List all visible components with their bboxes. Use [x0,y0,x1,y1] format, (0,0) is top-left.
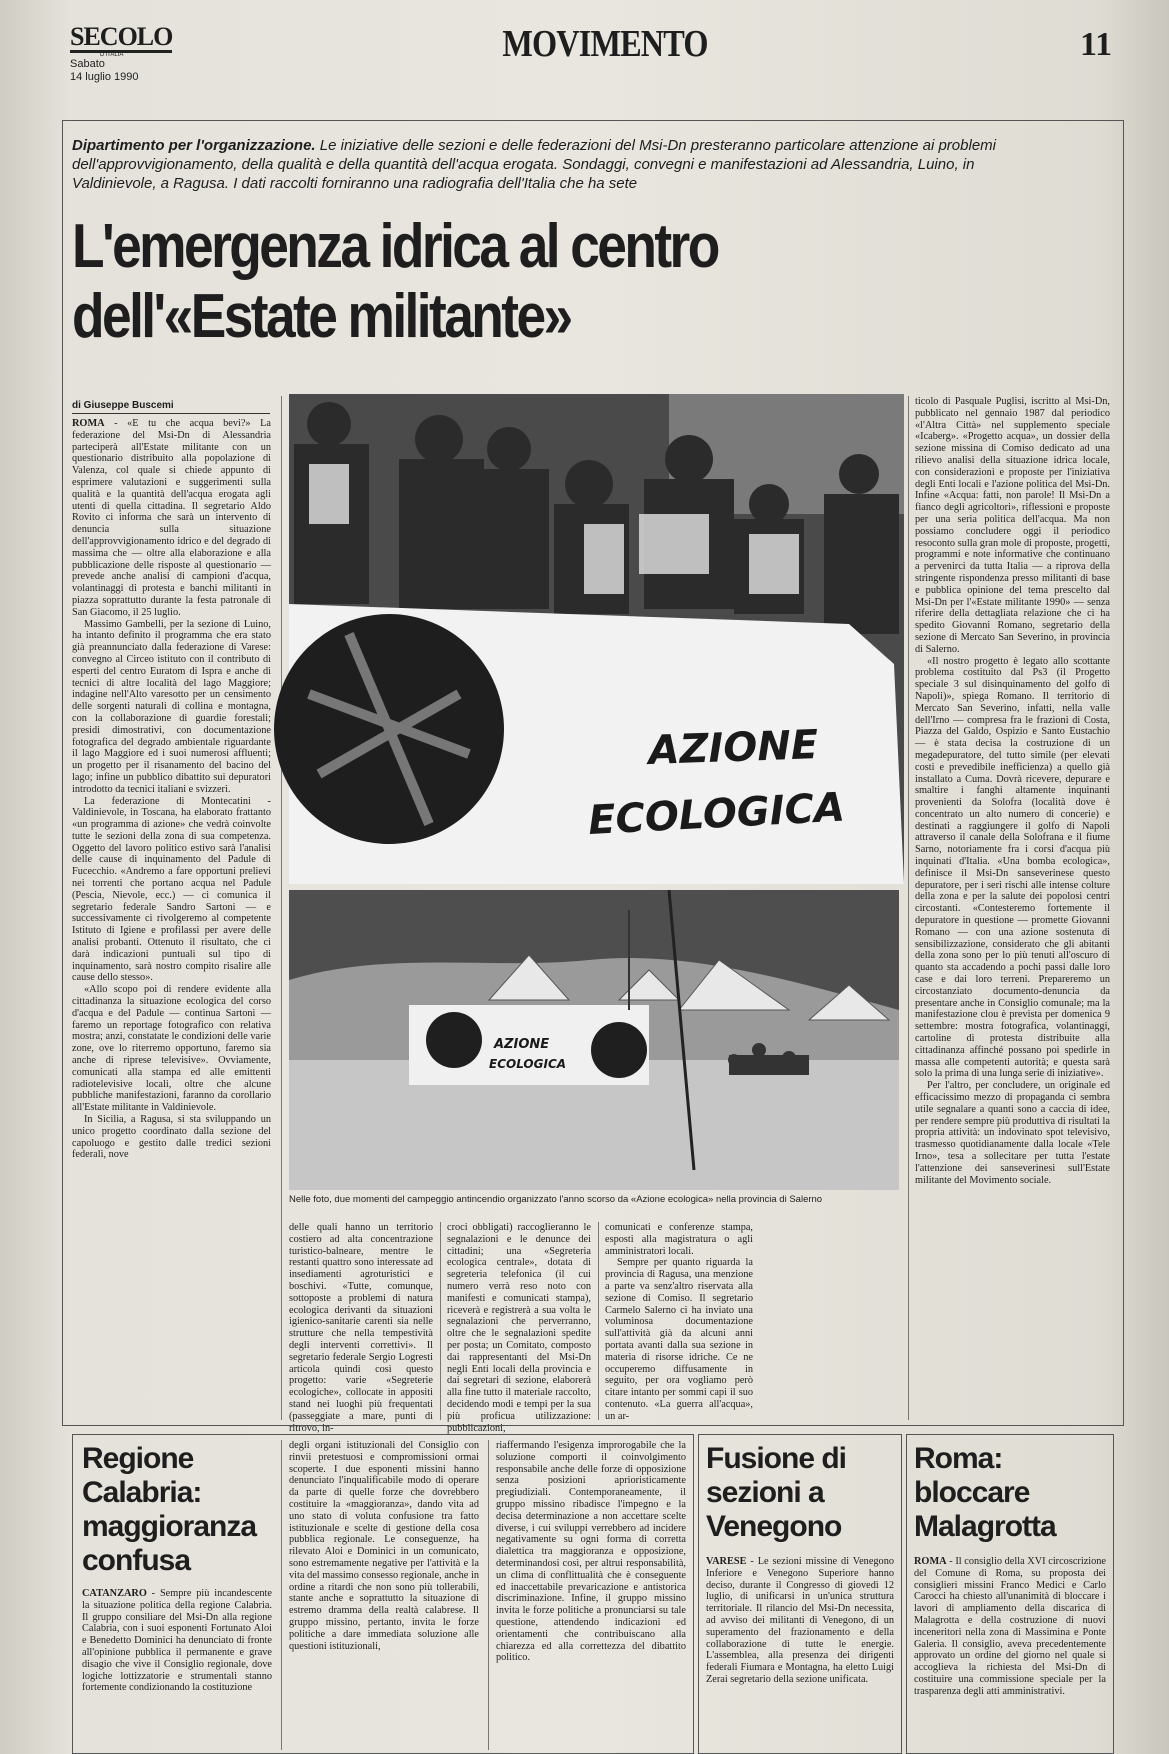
kicker-lead: Dipartimento per l'organizzazione. [72,137,316,154]
photo-group-with-banner [289,394,904,884]
article-paragraph: ticolo di Pasquale Puglisi, iscritto al Msi-Dn, pubblicato nel gennaio 1987 dal periodico «l'Altra Città» nel supplemento speciale «Icaberg». «Progetto acqua», un dossier della sezione missina di Comiso dedicato ad una rilievo analisi della situazione idrica locale, con considerazioni e proposte per l'iniziativa degli Enti locali e l'azione politica del Msi-Dn. Infine «Acqua: fatti, non parole! Il Msi-Dn a fianco degli agricoltori», riflessioni e proposte per una seria politica dell'acqua. Ma non possiamo concludere oggi il periodico resoconto sulla gran mole di proposte, progetti, programmi e note informative che continuano a pervenirci da tutta Italia — a riprova della stringente rispondenza presso militanti di base e pubblica opinione del tema prescelto dal Msi-Dn per l'«Estate militante 1990» — senza riferire della dettagliata relazione che ci ha spedito Giovanni Romano, segretario della sezione di Mercato San Severino, in provincia di Salerno. [915,396,1110,655]
photo-1-image [289,394,904,884]
article-paragraph [72,418,271,619]
photo-caption: Nelle foto, due momenti del campeggio antincendio organizzato l'anno scorso da «Azione ecologica» nella provincia di Salerno [289,1194,823,1205]
newspaper-logo: SECOLO [70,22,173,51]
dateline: ROMA [72,418,105,429]
column-rule [281,396,282,1420]
paragraph-text: - Le sezioni missine di Venegono Inferiore e Venegono Superiore hanno deciso, durante il Congresso di giovedì 12 luglio, di unificarsi in un'unica struttura territoriale. Il rilancio del Msi-Dn necessita, ad avviso dei militanti di Venegono, di un superamento del frazionamento e della collaborazione di tutte le energie. L'assemblea, alla presenza dei dirigenti federali Fiumara e Montagna, ha eletto Luigi Zerai segretario della sezione unificata. [706,1556,894,1685]
paragraph-text: - Il consiglio della XVI circoscrizione del Comune di Roma, su proposta dei consiglieri missini Franco Medici e Carlo Carocci ha chiesto all'unanimità di bloccare i lavori di ampliamento della discarica di Malagrotta e della costruzione di nuovi inceneritori nella zona di Massimina e Ponte Galeria. Il consiglio, aveva precedentemente approvato un ordine del giorno nel quale si accoglieva la richiesta del Msi-Dn di costituire una commissione speciale per la trasparenza degli atti amministrativi. [914,1556,1106,1697]
article-paragraph: Massimo Gambelli, per la sezione di Luino, ha intanto definito il programma che era stato già preannunciato dalla federazione di Varese: convegno al Circeo istituto con il contributo di esperti del centro Euratom di Ispra e anche di tecnici di altre località del lago Maggiore; indagine nell'Alto varesotto per un censimento delle sorgenti naturali di collina e montagna, con la collaborazione di guardie forestali; presidi dimostrativi, con documentazione fotografica del degrado ambientale riguardante il lago Maggiore ed i suoi numerosi affluenti; un progetto per il risanamento del bacino del lago; infine un pubblico dibattito sui depuratori introdotto da tecnici italiani e svizzeri. [72,618,271,795]
article-paragraph [82,1588,272,1694]
article-paragraph: comunicati e conferenze stampa, esposti alla magistratura o agli amministratori locali. [605,1222,753,1257]
article-paragraph: La federazione di Montecatini - Valdinievole, in Toscana, ha elaborato frattanto «un programma di azione» che vedrà coinvolte tutte le sezioni della zona di sua competenza. Oggetto del lavoro politico estivo sarà l'analisi delle cause di inquinamento del Padule di Fucecchio. «Andremo a fare opportuni prelievi nei torrenti che portano acqua nel Padule (Pescia, Nievole, ecc.) — ci comunica il segretario federale Sandro Sartoni — e successivamente ci rivolgeremo al competente Istituto di Igiene e profilassi per avere delle analisi probanti. Ottenuto il risultato, che ci darà indicazioni puntuali sul tipo di inquinamento, sarà nostro compito risalire alle cause dello stesso». [72,795,271,984]
article-column-2 [289,1222,433,1434]
issue-date [70,52,139,84]
story-malagrotta-text [914,1556,1106,1748]
kicker-text: Le iniziative delle sezioni e delle federazioni del Msi-Dn presteranno particolare attenzione ai problemi dell'approvvigionamento, della qualità e della quantità dell'acqua erogata. Sondaggi, convegni e manifestazioni ad Alessandria, Luino, in Valdinievole, a Ragusa. I dati raccolti forniranno una radiografia dell'Italia che ha sete [72,137,996,192]
article-paragraph: riaffermando l'esigenza improrogabile che la soluzione comporti il coinvolgimento responsabile anche delle forze di opposizione senza posizioni aprioristicamente pregiudiziali. Contemporaneamente, il gruppo missino ribadisce l'impegno e la decisa determinazione a non accettare scelte diverse, i cui sviluppi verrebbero ad incidere negativamente su ogni forma di corretta dialettica tra maggioranza e opposizione, determinandosi così, per altrui responsabilità, un clima di conflittualità che è conseguente ed inaccettabile prevaricazione e antistorica discriminazione. Infine, il gruppo missino invita le forze politiche a pronunciarsi su tale questione, attendendo indicazioni ed orientamenti che contribuiscano alla chiarezza ed alla correttezza del dibattito politico. [496,1440,686,1664]
article-paragraph [706,1556,894,1686]
column-rule [488,1440,489,1750]
article-column-1 [72,418,271,1420]
headline-line-1: L'emergenza idrica al centro [72,212,718,281]
article-column-4 [605,1222,753,1420]
article-headline [72,212,846,352]
logo-subtitle: D'ITALIA [100,52,124,58]
story-venegono-title: Fusione di sezioni a Venegono [706,1442,846,1543]
column-rule [908,396,909,1420]
story-calabria-column-1 [82,1588,272,1748]
story-venegono-text [706,1556,894,1748]
byline: di Giuseppe Buscemi [72,400,270,414]
banner-text-line-1: AZIONE [647,722,819,774]
article-paragraph: croci obbligati) raccoglieranno le segnalazioni e le denunce dei cittadini; una «Segreteria ecologica centrale», dotata di segreteria telefonica (il cui numero verrà reso noto con manifesti e comunicati stampa), riceverà e registrerà a sua volta le segnalazioni che perverranno, oltre che le segnalazioni spedite per posta; un Comitato, composto dai rappresentanti del Msi-Dn negli Enti locali della provincia e dai segretari di sezione, elaborerà alla fine tutto il materiale raccolto, decidendo modi e tempi per la sua più proficua utilizzazione: pubblicazioni, [447,1222,591,1434]
article-paragraph: Sempre per quanto riguarda la provincia di Ragusa, una menzione a parte va senz'altro riservata alla sezione di Comiso. Il segretario Carmelo Salerno ci ha inviato una voluminosa documentazione sull'attività già da alcuni anni portata avanti dalla sua sezione in materia di risorse idriche. Ce ne occuperemo diffusamente in seguito, per ora vogliamo però citare intanto per sommi capi il suo contenuto. «La guerra all'acqua», un ar- [605,1257,753,1422]
article-paragraph [914,1556,1106,1698]
story-malagrotta-title: Roma: bloccare Malagrotta [914,1442,1056,1543]
column-rule [281,1440,282,1750]
article-column-3 [447,1222,591,1434]
paragraph-text: - Sempre più incandescente la situazione politica della regione Calabria. Il gruppo consiliare del Msi-Dn alla regione Calabria, con i suoi esponenti Fortunato Aloi e Benedetto Dominici ha denunciato di fronte all'opinione pubblica il permanente e grave disagio che vive il Consiglio regionale, dove logiche lottizzatorie e strumentali stanno fortemente condizionando la costituzione [82,1588,272,1694]
column-rule [440,1222,441,1420]
dateline: ROMA [914,1556,947,1567]
dateline: VARESE [706,1556,747,1567]
photo-2-image [289,890,899,1190]
article-paragraph: delle quali hanno un territorio costiero ad alta concentrazione turistico-balneare, mentre le restanti quattro sono interessate ad insediamenti agroturistici e boschivi. «Tutte, comunque, sottoposte a problemi di natura ecologica derivanti da situazioni igienico-sanitarie carenti sia nelle strutture che nella tempestività degli interventi correttivi». Il segretario federale Sergio Logresti articola quindi così questo progetto: varie «Segreterie ecologiche», collocate in appositi stand nei luoghi più frequentati (passeggiate a mare, punti di ritrovo, in- [289,1222,433,1434]
column-rule [598,1222,599,1420]
paragraph-text: - «E tu che acqua bevi?» La federazione del Msi-Dn di Alessandria parteciperà all'Estate militante con un questionario distribuito alla popolazione di Valenza, col quale si chiede appunto di esprimere valutazioni e suggerimenti sulla qualità e la quantità dell'acqua erogata agli utenti di quella cittadina. Il segretario Aldo Rovito ci informa che sarà un intervento di denuncia sulla situazione dell'approvvigionamento idrico e del degrado di massima che — oltre alla elaborazione e alla pubblicazione delle risposte al questionario — prevede anche analisi di campioni d'acqua, volantinaggi di protesta e banchi militanti in piazza soprattutto durante la festa patronale di San Giacomo, il 25 luglio. [72,418,271,618]
article-paragraph: Per l'altro, per concludere, un originale ed efficacissimo mezzo di propaganda ci sembra utile segnalare a quanti sono a caccia di idee, per rendere sempre più produttiva di risultati la propria attività: un indovinato spot televisivo, trasmesso quotidianamente dalla locale «Tele Irno», tesa a sollecitare per tutta l'estate l'attenzione dei sanseverinesi sull'Estate militante del Movimento sociale. [915,1080,1110,1186]
article-paragraph: «Allo scopo poi di rendere evidente alla cittadinanza la situazione ecologica del corso d'acqua e del Padule — continua Sartoni — faremo un reportage fotografico con relativa mostra; anzi, constatate le condizioni delle varie zone, ove lo riterremo opportuno, faremo sia anche di riprese televisive». Ovviamente, comunicati alla stampa ed alle emittenti radiotelevisive locali, oltre che alcune pubbliche manifestazioni, faranno da corollario all'Estate militante in Valdinievole. [72,984,271,1114]
photo-campsite [289,890,899,1190]
story-calabria-column-3 [496,1440,686,1748]
article-kicker [72,136,1032,193]
article-column-5 [915,396,1110,1420]
issue-date-text: 14 luglio 1990 [70,71,139,83]
headline-line-2: dell'«Estate militante» [72,282,571,351]
campsite-banner-line-1: AZIONE [494,1037,550,1052]
dateline: CATANZARO [82,1588,147,1599]
story-calabria-title: Regione Calabria: maggioranza confusa [82,1442,257,1577]
banner-text-line-2: ECOLOGICA [587,784,846,844]
page-number: 11 [1080,26,1113,63]
article-paragraph: In Sicilia, a Ragusa, si sta sviluppando un unico progetto coordinato dalla sezione del capoluogo e gestito dalle tredici sezioni federali, nove [72,1114,271,1161]
story-calabria-column-2 [289,1440,479,1748]
section-title: MOVIMENTO [502,23,708,65]
issue-day: Sabato [70,58,105,70]
campsite-banner-line-2: ECOLOGICA [489,1057,567,1071]
article-paragraph: degli organi istituzionali del Consiglio con rinvii pretestuosi e compromissioni ormai scoperte. I due esponenti missini hanno denunciato l'inqualificabile modo di operare da parte di quelle forze che dovrebbero costituire la «maggioranza», dando vita ad uno stato di voluta confusione tra fatto istituzionale e scelte di gestione della cosa pubblica regionale. Le conseguenze, ha rilevato Aloi e Dominici in un comunicato, sono estremamente negative per l'attività e la vita del massimo consesso regionale, anche in ordine a ritardi che non sono più tollerabili, stante anche e soprattutto la situazione di estremo dramma della realtà calabrese. Il gruppo missino, pertanto, invita le forze politiche a dare immediata soluzione alle questioni istituzionali, [289,1440,479,1652]
article-paragraph: «Il nostro progetto è legato allo scottante problema costituito dal Ps3 (il Progetto speciale 3 sul disinquinamento del golfo di Napoli)», spiega Romano. Il territorio di Mercato San Severino, infatti, nella valle dell'Irno — compresa fra le frazioni di Costa, Piazza del Galdo, Ospizio e Santo Eustachio — è stata decisa la costruzione di un megadepuratore, del tutto simile (per elevati costi e prevedibile inefficienza) a quello già installato a Cuma. Dovrà ricevere, depurare e smaltire i fanghi altamente inquinanti provenienti da Solofra (località dove è concentrato un alto numero di concerie) e destinati a raggiungere il golfo di Napoli attraverso il canale della Solofrana e il fiume Sarno, notoriamente fra i corsi d'acqua più inquinati d'Italia. «Una bomba ecologica», definisce il Msi-Dn sanseverinese questo depuratore, per i seri rischi alle intense colture della zona e per la salute dei popolosi centri circostanti. «Contesteremo fortemente il depuratore in questione — promette Giovanni Romano — con una azione sostenuta di sensibilizzazione, considerato che gli abitanti della zona sono per lo più tenuti all'oscuro di quanto sta accadendo a pochi passi dalle loro case e dai loro terreni. Prepareremo un circostanziato documento-denuncia da presentare anche in Consiglio comunale; ma la manifestazione clou è prevista per domenica 9 settembre: mostra fotografica, volantinaggi, cartoline di protesta distribuite alla cittadinanza affinché possano poi spedirle in massa alle competenti autorità; e questa sarà solo la prima di una lunga serie di iniziative». [915,655,1110,1080]
